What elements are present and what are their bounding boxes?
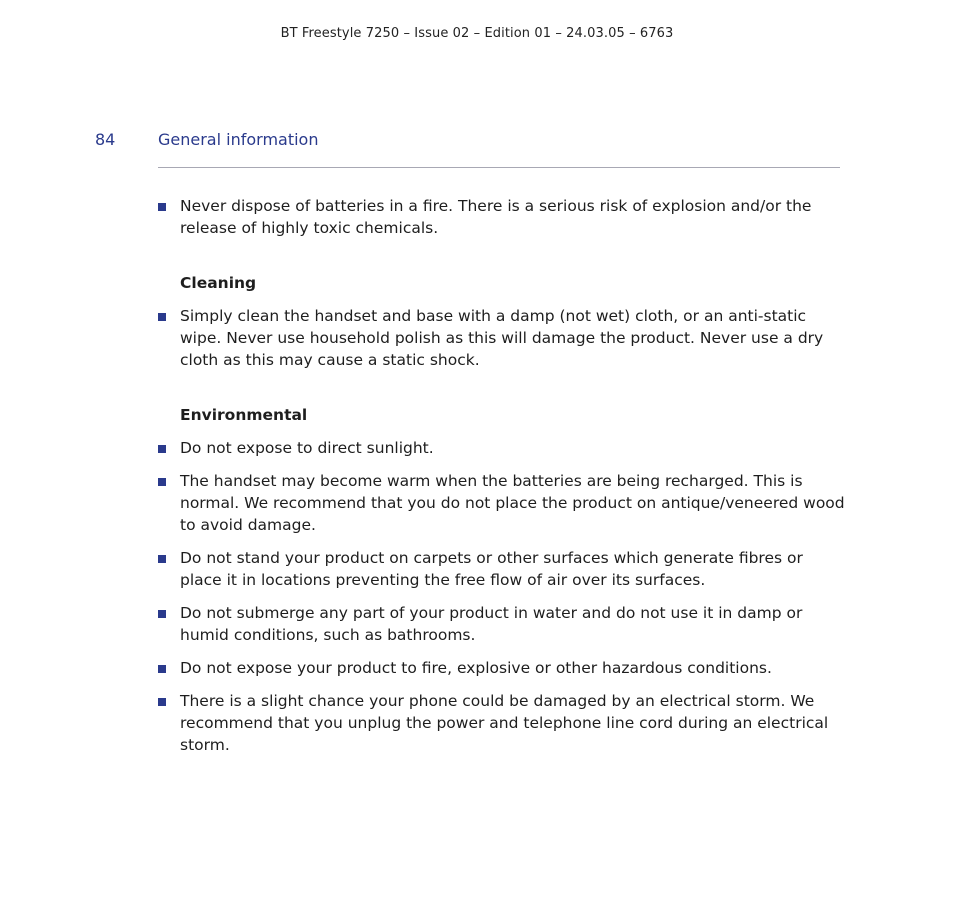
list-item-text: Do not expose your product to fire, explosive or other hazardous conditions. <box>180 659 772 677</box>
square-bullet-icon <box>158 610 166 618</box>
list-item <box>158 657 848 679</box>
list-item-text: Do not stand your product on carpets or other surfaces which generate fibres or place it in locations preventing the free flow of air over its surfaces. <box>180 549 803 589</box>
list-item-text: Do not expose to direct sunlight. <box>180 439 434 457</box>
cleaning-heading: Cleaning <box>180 274 257 292</box>
list-item <box>158 547 848 591</box>
list-item <box>158 437 848 459</box>
list-item-text: There is a slight chance your phone could be damaged by an electrical storm. We recommend that you unplug the power and telephone line cord during an electrical storm. <box>180 692 829 754</box>
square-bullet-icon <box>158 698 166 706</box>
section-title: General information <box>158 130 319 149</box>
square-bullet-icon <box>158 445 166 453</box>
square-bullet-icon <box>158 478 166 486</box>
list-item <box>158 195 848 239</box>
list-item-text: The handset may become warm when the batteries are being recharged. This is normal. We recommend that you do not place the product on antique/veneered wood to avoid damage. <box>180 472 845 534</box>
list-item <box>158 470 848 536</box>
environmental-heading: Environmental <box>180 406 308 424</box>
square-bullet-icon <box>158 555 166 563</box>
list-item <box>158 602 848 646</box>
list-item-text: Simply clean the handset and base with a damp (not wet) cloth, or an anti-static wipe. Never use household polish as this will damage the product. Never use a dry cloth as this may cause a static shock. <box>180 307 824 369</box>
page-content <box>158 195 848 767</box>
running-header: BT Freestyle 7250 – Issue 02 – Edition 01 – 24.03.05 – 6763 <box>280 26 674 41</box>
list-item-text: Never dispose of batteries in a fire. There is a serious risk of explosion and/or the release of highly toxic chemicals. <box>180 197 812 237</box>
list-item <box>158 305 848 371</box>
square-bullet-icon <box>158 665 166 673</box>
list-item-text: Do not submerge any part of your product in water and do not use it in damp or humid conditions, such as bathrooms. <box>180 604 803 644</box>
header-divider <box>158 167 840 168</box>
list-item <box>158 690 848 756</box>
square-bullet-icon <box>158 203 166 211</box>
page-number: 84 <box>95 130 116 149</box>
square-bullet-icon <box>158 313 166 321</box>
